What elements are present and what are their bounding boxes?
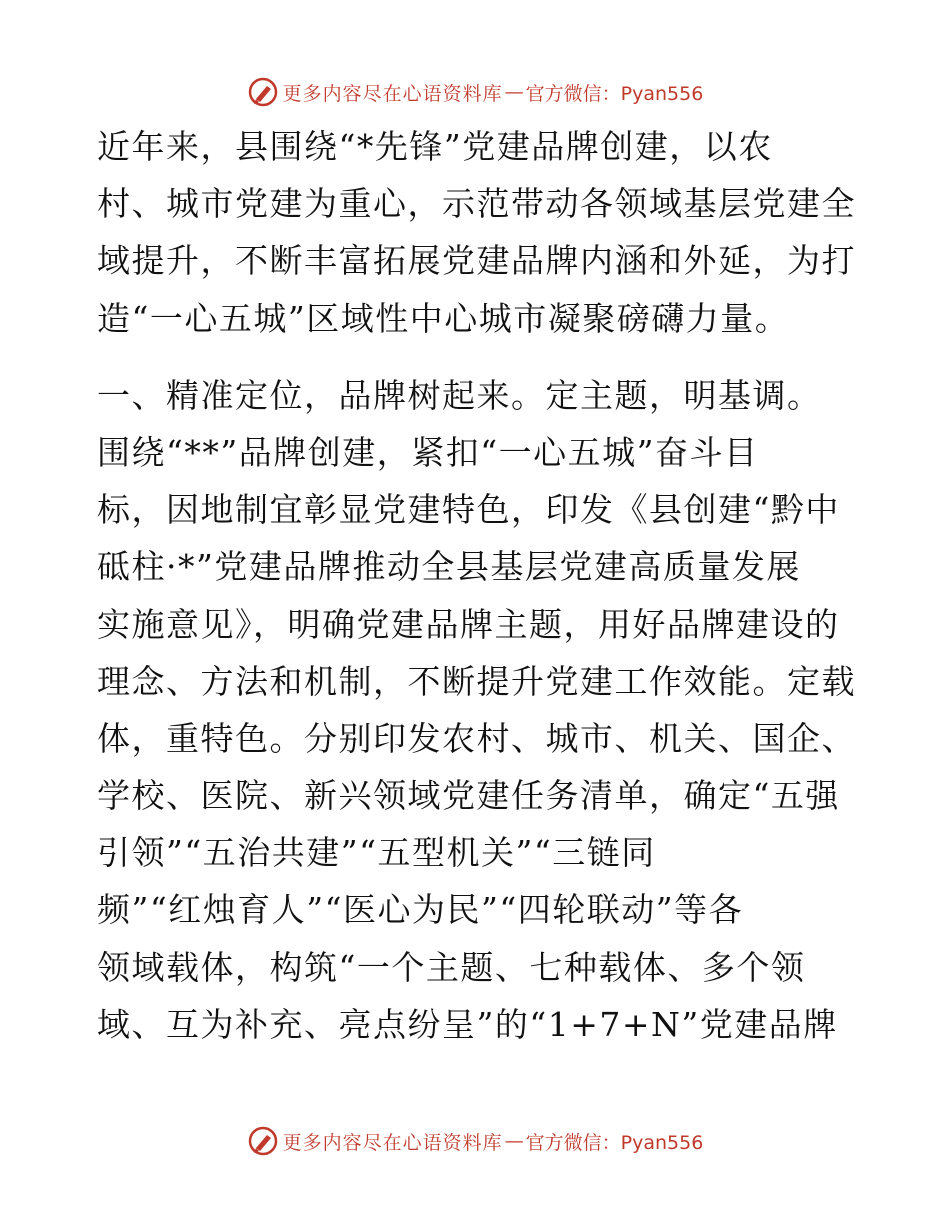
text-line: 围绕“**”品牌创建，紧扣“一心五城”奋斗目	[97, 432, 759, 472]
text-line: 域、互为补充、亮点纷呈”的“1+7+N”党建品牌	[97, 1004, 838, 1044]
text-line: 体，重特色。分别印发农村、城市、机关、国企、	[97, 718, 856, 758]
paragraph-intro	[97, 118, 857, 347]
document-body	[97, 118, 857, 1053]
text-line: 学校、医院、新兴领域党建任务清单，确定“五强	[97, 776, 840, 816]
brand-text: 更多内容尽在心语资料库	[282, 82, 503, 105]
text-line: 标，因地制宜彰显党建特色，印发《县创建“黔中	[97, 490, 840, 530]
wechat-text: 官方微信：Pyan556	[525, 82, 704, 105]
paragraph-section-one	[97, 367, 857, 1053]
brand-text: 更多内容尽在心语资料库	[282, 1131, 503, 1154]
text-line: 频”“红烛育人”“医心为民”“四轮联动”等各	[97, 890, 744, 930]
text-line: 砥柱·*”党建品牌推动全县基层党建高质量发展	[97, 547, 801, 587]
separator: —	[504, 1130, 524, 1152]
separator: —	[504, 81, 524, 103]
text-line: 造“一心五城”区域性中心城市凝聚磅礴力量。	[97, 298, 790, 338]
text-line: 一、精准定位，品牌树起来。定主题，明基调。	[97, 375, 822, 415]
text-line: 实施意见》，明确党建品牌主题，用好品牌建设的	[97, 604, 840, 644]
pen-logo-icon	[247, 76, 279, 108]
text-line: 域提升，不断丰富拓展党建品牌内涵和外延，为打	[97, 241, 856, 281]
text-line: 引领”“五治共建”“五型机关”“三链同	[97, 833, 656, 873]
pen-logo-icon	[247, 1125, 279, 1157]
text-line: 理念、方法和机制，不断提升党建工作效能。定载	[97, 661, 856, 701]
footer-banner	[0, 1121, 950, 1161]
wechat-text: 官方微信：Pyan556	[525, 1131, 704, 1154]
text-line: 村、城市党建为重心，示范带动各领域基层党建全	[97, 184, 856, 224]
header-banner	[0, 72, 950, 112]
text-line: 领域载体，构筑“一个主题、七种载体、多个领	[97, 947, 806, 987]
text-line: 近年来，县围绕“*先锋”党建品牌创建，以农	[97, 127, 773, 166]
